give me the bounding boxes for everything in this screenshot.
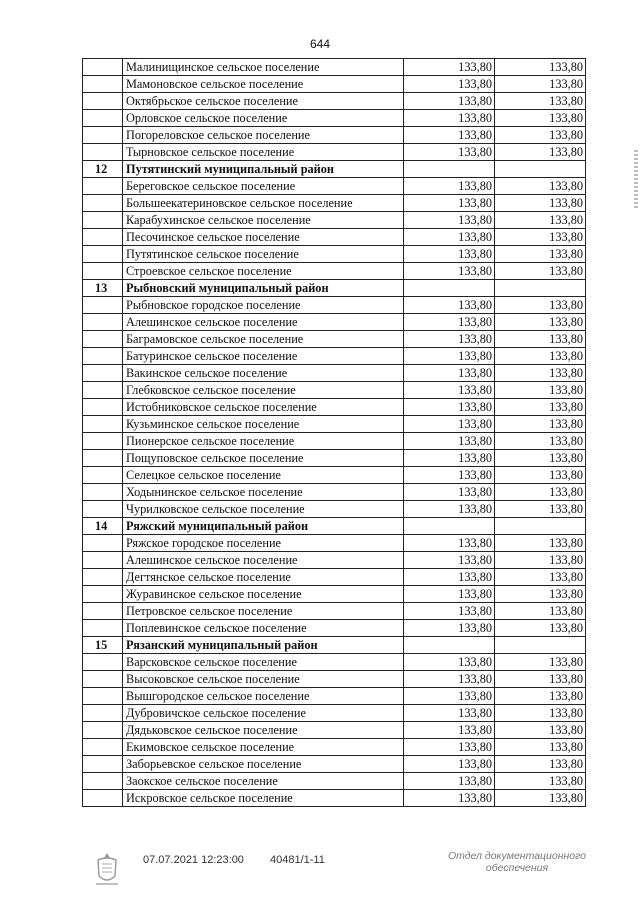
row-number <box>83 450 123 467</box>
value-col1: 133,80 <box>404 365 495 382</box>
table-row <box>83 569 586 586</box>
settlement-name: Октябрьское сельское поселение <box>123 93 404 110</box>
row-number <box>83 705 123 722</box>
value-col2: 133,80 <box>495 722 586 739</box>
table-row <box>83 586 586 603</box>
row-number <box>83 620 123 637</box>
footer <box>0 848 640 898</box>
value-col1: 133,80 <box>404 535 495 552</box>
value-col1: 133,80 <box>404 586 495 603</box>
settlement-name: Большеекатериновское сельское поселение <box>123 195 404 212</box>
settlement-name: Путятинское сельское поселение <box>123 246 404 263</box>
value-col1: 133,80 <box>404 569 495 586</box>
table-row <box>83 178 586 195</box>
value-col2 <box>495 161 586 178</box>
row-number <box>83 484 123 501</box>
value-col1: 133,80 <box>404 688 495 705</box>
row-number <box>83 722 123 739</box>
settlement-name: Дубровичское сельское поселение <box>123 705 404 722</box>
table-row <box>83 433 586 450</box>
table-row <box>83 110 586 127</box>
row-number <box>83 671 123 688</box>
table-row <box>83 790 586 807</box>
settlement-name: Пионерское сельское поселение <box>123 433 404 450</box>
settlement-name: Вакинское сельское поселение <box>123 365 404 382</box>
value-col1: 133,80 <box>404 331 495 348</box>
value-col1 <box>404 518 495 535</box>
value-col1: 133,80 <box>404 467 495 484</box>
settlement-name: Алешинское сельское поселение <box>123 314 404 331</box>
value-col1: 133,80 <box>404 773 495 790</box>
district-name: Рязанский муниципальный район <box>123 637 404 654</box>
coat-of-arms-icon <box>92 850 122 890</box>
value-col1: 133,80 <box>404 212 495 229</box>
value-col2: 133,80 <box>495 110 586 127</box>
settlement-name: Истобниковское сельское поселение <box>123 399 404 416</box>
value-col1: 133,80 <box>404 433 495 450</box>
row-number <box>83 195 123 212</box>
settlement-name: Журавинское сельское поселение <box>123 586 404 603</box>
value-col2: 133,80 <box>495 365 586 382</box>
department-stamp-line1: Отдел документационного <box>447 850 587 862</box>
value-col1: 133,80 <box>404 603 495 620</box>
row-number <box>83 467 123 484</box>
row-number <box>83 552 123 569</box>
scan-edge-mark <box>634 150 638 210</box>
table-row <box>83 263 586 280</box>
settlement-name: Поплевинское сельское поселение <box>123 620 404 637</box>
value-col1: 133,80 <box>404 263 495 280</box>
value-col2: 133,80 <box>495 620 586 637</box>
table-row <box>83 195 586 212</box>
settlement-name: Рыбновское городское поселение <box>123 297 404 314</box>
page-number: 644 <box>309 37 331 51</box>
value-col2: 133,80 <box>495 212 586 229</box>
row-number <box>83 263 123 280</box>
table-row <box>83 416 586 433</box>
row-number <box>83 756 123 773</box>
value-col1: 133,80 <box>404 671 495 688</box>
settlement-name: Дегтянское сельское поселение <box>123 569 404 586</box>
row-number <box>83 739 123 756</box>
value-col1: 133,80 <box>404 110 495 127</box>
value-col2: 133,80 <box>495 552 586 569</box>
row-number: 12 <box>83 161 123 178</box>
value-col2: 133,80 <box>495 127 586 144</box>
value-col2 <box>495 280 586 297</box>
value-col2: 133,80 <box>495 654 586 671</box>
value-col2: 133,80 <box>495 144 586 161</box>
row-number <box>83 535 123 552</box>
row-number <box>83 586 123 603</box>
value-col1: 133,80 <box>404 93 495 110</box>
settlement-name: Малинищинское сельское поселение <box>123 59 404 76</box>
value-col1: 133,80 <box>404 195 495 212</box>
row-number <box>83 654 123 671</box>
table-row <box>83 365 586 382</box>
value-col2: 133,80 <box>495 467 586 484</box>
settlement-name: Карабухинское сельское поселение <box>123 212 404 229</box>
table-row <box>83 314 586 331</box>
value-col1: 133,80 <box>404 76 495 93</box>
table-row <box>83 756 586 773</box>
value-col2 <box>495 518 586 535</box>
row-number <box>83 603 123 620</box>
row-number: 15 <box>83 637 123 654</box>
table-row <box>83 501 586 518</box>
value-col2: 133,80 <box>495 705 586 722</box>
value-col2: 133,80 <box>495 586 586 603</box>
table-row <box>83 297 586 314</box>
value-col2: 133,80 <box>495 263 586 280</box>
value-col1: 133,80 <box>404 501 495 518</box>
value-col2: 133,80 <box>495 178 586 195</box>
value-col1: 133,80 <box>404 484 495 501</box>
row-number <box>83 297 123 314</box>
value-col1: 133,80 <box>404 178 495 195</box>
row-number <box>83 93 123 110</box>
value-col2: 133,80 <box>495 433 586 450</box>
value-col2: 133,80 <box>495 59 586 76</box>
table-row <box>83 127 586 144</box>
row-number <box>83 348 123 365</box>
settlement-name: Песочинское сельское поселение <box>123 229 404 246</box>
value-col2: 133,80 <box>495 450 586 467</box>
settlement-name: Заборьевское сельское поселение <box>123 756 404 773</box>
table-row <box>83 399 586 416</box>
row-number <box>83 382 123 399</box>
row-number <box>83 127 123 144</box>
value-col2: 133,80 <box>495 756 586 773</box>
value-col2: 133,80 <box>495 535 586 552</box>
settlement-name: Искровское сельское поселение <box>123 790 404 807</box>
row-number <box>83 314 123 331</box>
row-number <box>83 416 123 433</box>
value-col2: 133,80 <box>495 603 586 620</box>
table-row <box>83 722 586 739</box>
value-col2: 133,80 <box>495 416 586 433</box>
stamp-doc-code: 40481/1-11 <box>270 854 325 866</box>
settlement-name: Кузьминское сельское поселение <box>123 416 404 433</box>
settlements-table-body <box>83 59 586 807</box>
value-col1: 133,80 <box>404 399 495 416</box>
settlement-name: Тырновское сельское поселение <box>123 144 404 161</box>
row-number <box>83 433 123 450</box>
value-col2: 133,80 <box>495 246 586 263</box>
settlement-name: Глебковское сельское поселение <box>123 382 404 399</box>
table-row <box>83 450 586 467</box>
row-number <box>83 365 123 382</box>
table-row <box>83 620 586 637</box>
value-col2: 133,80 <box>495 501 586 518</box>
table-row <box>83 773 586 790</box>
settlement-name: Погореловское сельское поселение <box>123 127 404 144</box>
row-number <box>83 246 123 263</box>
value-col1: 133,80 <box>404 144 495 161</box>
value-col1: 133,80 <box>404 348 495 365</box>
table-row <box>83 484 586 501</box>
table-row <box>83 76 586 93</box>
settlement-name: Чурилковское сельское поселение <box>123 501 404 518</box>
value-col1: 133,80 <box>404 739 495 756</box>
value-col2: 133,80 <box>495 399 586 416</box>
table-row <box>83 705 586 722</box>
value-col1: 133,80 <box>404 722 495 739</box>
settlement-name: Береговское сельское поселение <box>123 178 404 195</box>
value-col1: 133,80 <box>404 297 495 314</box>
row-number <box>83 501 123 518</box>
settlement-name: Баграмовское сельское поселение <box>123 331 404 348</box>
table-row <box>83 671 586 688</box>
value-col2: 133,80 <box>495 93 586 110</box>
value-col1: 133,80 <box>404 620 495 637</box>
value-col2: 133,80 <box>495 671 586 688</box>
settlement-name: Высоковское сельское поселение <box>123 671 404 688</box>
value-col2 <box>495 637 586 654</box>
settlement-name: Петровское сельское поселение <box>123 603 404 620</box>
row-number: 14 <box>83 518 123 535</box>
table-row <box>83 212 586 229</box>
row-number <box>83 178 123 195</box>
settlement-name: Варсковское сельское поселение <box>123 654 404 671</box>
district-row <box>83 518 586 535</box>
settlement-name: Заокское сельское поселение <box>123 773 404 790</box>
district-row <box>83 280 586 297</box>
table-row <box>83 535 586 552</box>
value-col1: 133,80 <box>404 705 495 722</box>
settlement-name: Вышгородское сельское поселение <box>123 688 404 705</box>
department-stamp <box>442 850 592 874</box>
row-number <box>83 569 123 586</box>
settlement-name: Екимовское сельское поселение <box>123 739 404 756</box>
value-col2: 133,80 <box>495 195 586 212</box>
value-col1: 133,80 <box>404 450 495 467</box>
row-number <box>83 212 123 229</box>
table-row <box>83 331 586 348</box>
department-stamp-line2: обеспечения <box>485 862 549 874</box>
settlement-name: Алешинское сельское поселение <box>123 552 404 569</box>
settlement-name: Ряжское городское поселение <box>123 535 404 552</box>
table-row <box>83 739 586 756</box>
row-number <box>83 59 123 76</box>
value-col2: 133,80 <box>495 314 586 331</box>
stamp-datetime: 07.07.2021 12:23:00 <box>143 854 244 866</box>
row-number <box>83 144 123 161</box>
value-col1 <box>404 161 495 178</box>
row-number <box>83 688 123 705</box>
district-name: Ряжский муниципальный район <box>123 518 404 535</box>
value-col1: 133,80 <box>404 382 495 399</box>
value-col2: 133,80 <box>495 484 586 501</box>
value-col1: 133,80 <box>404 552 495 569</box>
value-col2: 133,80 <box>495 382 586 399</box>
value-col2: 133,80 <box>495 688 586 705</box>
value-col2: 133,80 <box>495 569 586 586</box>
table-row <box>83 246 586 263</box>
settlement-name: Пощуповское сельское поселение <box>123 450 404 467</box>
value-col2: 133,80 <box>495 76 586 93</box>
row-number: 13 <box>83 280 123 297</box>
table-row <box>83 654 586 671</box>
table-row <box>83 688 586 705</box>
settlement-name: Ходынинское сельское поселение <box>123 484 404 501</box>
settlement-name: Строевское сельское поселение <box>123 263 404 280</box>
row-number <box>83 229 123 246</box>
value-col1: 133,80 <box>404 127 495 144</box>
row-number <box>83 790 123 807</box>
value-col2: 133,80 <box>495 229 586 246</box>
table-row <box>83 93 586 110</box>
table-row <box>83 348 586 365</box>
value-col1 <box>404 280 495 297</box>
settlement-name: Мамоновское сельское поселение <box>123 76 404 93</box>
table-row <box>83 552 586 569</box>
district-row <box>83 161 586 178</box>
table-row <box>83 144 586 161</box>
row-number <box>83 399 123 416</box>
table-row <box>83 603 586 620</box>
value-col2: 133,80 <box>495 739 586 756</box>
district-name: Путятинский муниципальный район <box>123 161 404 178</box>
table-row <box>83 467 586 484</box>
value-col1 <box>404 637 495 654</box>
row-number <box>83 76 123 93</box>
value-col1: 133,80 <box>404 416 495 433</box>
row-number <box>83 331 123 348</box>
value-col1: 133,80 <box>404 790 495 807</box>
district-name: Рыбновский муниципальный район <box>123 280 404 297</box>
value-col2: 133,80 <box>495 297 586 314</box>
table-row <box>83 382 586 399</box>
row-number <box>83 110 123 127</box>
value-col1: 133,80 <box>404 654 495 671</box>
settlement-name: Орловское сельское поселение <box>123 110 404 127</box>
row-number <box>83 773 123 790</box>
value-col2: 133,80 <box>495 790 586 807</box>
value-col1: 133,80 <box>404 59 495 76</box>
settlement-name: Селецкое сельское поселение <box>123 467 404 484</box>
value-col1: 133,80 <box>404 246 495 263</box>
district-row <box>83 637 586 654</box>
settlements-table <box>82 58 586 807</box>
value-col2: 133,80 <box>495 331 586 348</box>
settlement-name: Дядьковское сельское поселение <box>123 722 404 739</box>
settlement-name: Батуринское сельское поселение <box>123 348 404 365</box>
value-col1: 133,80 <box>404 314 495 331</box>
table-row <box>83 59 586 76</box>
table-row <box>83 229 586 246</box>
value-col2: 133,80 <box>495 348 586 365</box>
value-col2: 133,80 <box>495 773 586 790</box>
value-col1: 133,80 <box>404 229 495 246</box>
value-col1: 133,80 <box>404 756 495 773</box>
